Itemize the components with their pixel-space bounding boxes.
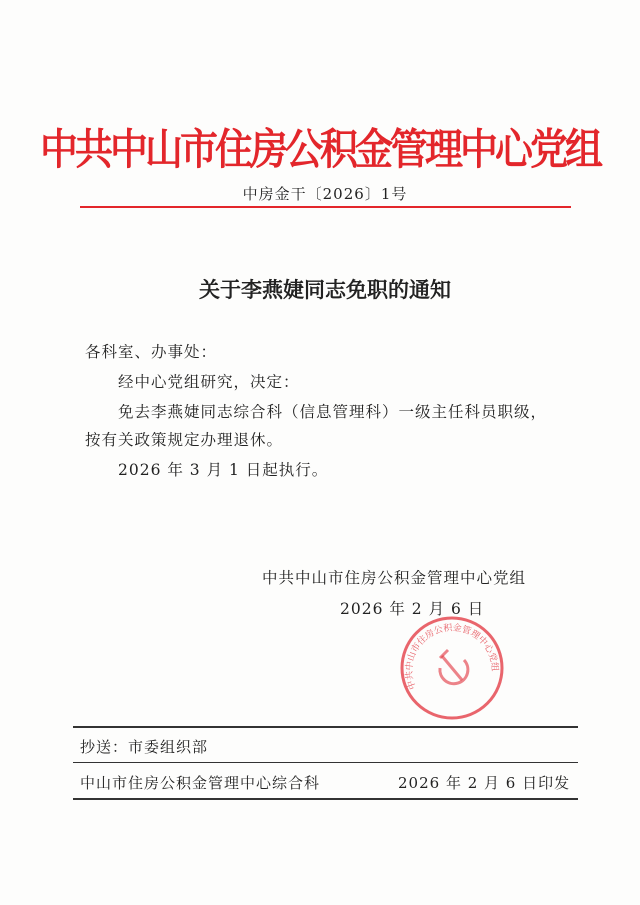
paragraph: 2026 年 3 月 1 日起执行。: [118, 461, 329, 479]
footer-mid-rule: [73, 762, 578, 763]
signature-date: 2026 年 2 月 6 日: [340, 600, 485, 618]
party-emblem-icon: [440, 650, 468, 684]
official-seal: [400, 616, 504, 720]
footer-bottom-rule: [73, 798, 578, 800]
salutation: 各科室、办事处：: [85, 343, 218, 361]
footer-top-rule: [73, 726, 578, 728]
print-date: 2026 年 2 月 6 日印发: [398, 774, 571, 792]
paragraph: 免去李燕婕同志综合科（信息管理科）一级主任科员职级，: [118, 403, 548, 421]
document-title: 关于李燕婕同志免职的通知: [199, 277, 451, 302]
paragraph: 经中心党组研究，决定：: [118, 373, 300, 391]
issuing-organization-header: 中共中山市住房公积金管理中心党组: [39, 124, 600, 175]
seal-lettering: 中共中山市住房公积金管理中心党组: [404, 623, 500, 691]
issuing-office: 中山市住房公积金管理中心综合科: [80, 774, 321, 792]
red-divider: [80, 206, 571, 208]
document-number: 中房金干〔2026〕1号: [242, 185, 408, 203]
cc-line: 抄送：市委组织部: [80, 738, 209, 756]
paragraph: 按有关政策规定办理退休。: [85, 431, 284, 449]
signature-issuer: 中共中山市住房公积金管理中心党组: [262, 569, 527, 587]
